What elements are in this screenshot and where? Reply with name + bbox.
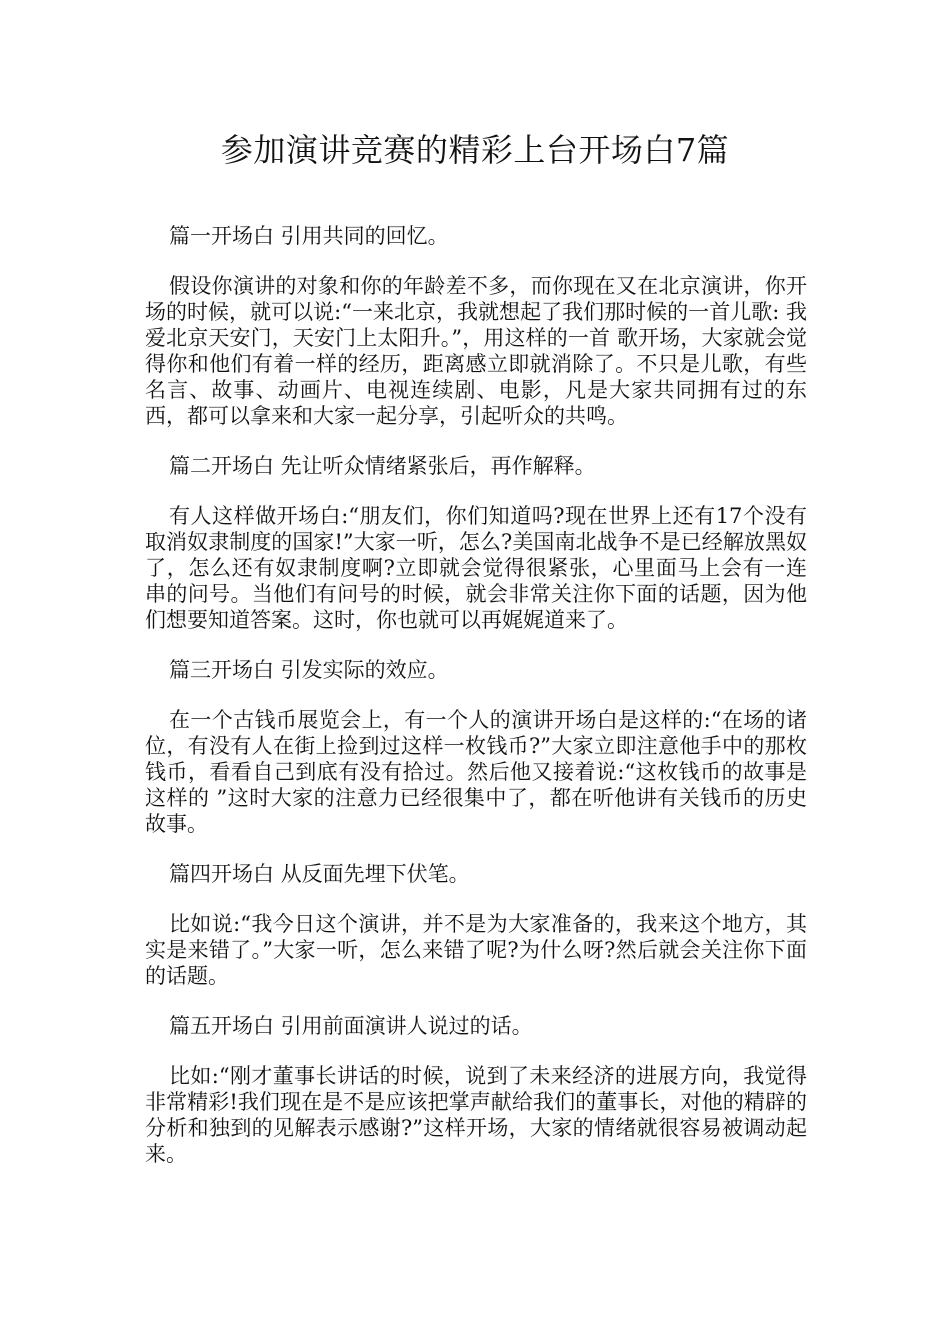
document-content	[145, 223, 807, 1167]
section-heading: 篇五开场白 引用前面演讲人说过的话。	[169, 1014, 533, 1038]
document-title: 参加演讲竞赛的精彩上台开场白7篇	[220, 131, 730, 169]
section-heading: 篇二开场白 先让听众情绪紧张后，再作解释。	[169, 454, 596, 478]
section-heading: 篇四开场白 从反面先埋下伏笔。	[169, 862, 470, 886]
section-body: 比如说:“我今日这个演讲，并不是为大家准备的，我来这个地方，其实是来错了。”大家一听，怎么来错了呢?为什么呀?然后就会关注你下面的话题。	[145, 912, 807, 988]
section-body: 假设你演讲的对象和你的年龄差不多，而你现在又在北京演讲，你开场的时候，就可以说:“一来北京，我就想起了我们那时候的一首儿歌: 我爱北京天安门，天安门上太阳升。”，用这样的一首 歌开场，大家就会觉得你和他们有着一样的经历，距离感立即就消除了。不只是儿歌，有些名言、故事、动画片、电视连续剧、电影，凡是大家共同拥有过的东西，都可以拿来和大家一起分享，引起听众的共鸣。	[145, 274, 807, 428]
section-body: 在一个古钱币展览会上，有一个人的演讲开场白是这样的:“在场的诸位，有没有人在街上捡到过这样一枚钱币?”大家立即注意他手中的那枚钱币，看看自己到底有没有拾过。然后他又接着说:“这枚钱币的故事是这样的 ”这时大家的注意力已经很集中了，都在听他讲有关钱币的历史故事。	[145, 708, 807, 836]
section-body: 有人这样做开场白:“朋友们，你们知道吗?现在世界上还有17个没有取消奴隶制度的国家!”大家一听，怎么?美国南北战争不是已经解放黑奴了，怎么还有奴隶制度啊?立即就会觉得很紧张，心里面马上会有一连串的问号。当他们有问号的时候，就会非常关注你下面的话题，因为他们想要知道答案。这时，你也就可以再娓娓道来了。	[145, 504, 807, 632]
section-heading: 篇一开场白 引用共同的回忆。	[169, 224, 449, 248]
section-body: 比如:“刚才董事长讲话的时候，说到了未来经济的进展方向，我觉得非常精彩!我们现在是不是应该把掌声献给我们的董事长，对他的精辟的分析和独到的见解表示感谢?”这样开场，大家的情绪就很容易被调动起来。	[145, 1064, 807, 1166]
section-heading: 篇三开场白 引发实际的效应。	[169, 658, 449, 682]
